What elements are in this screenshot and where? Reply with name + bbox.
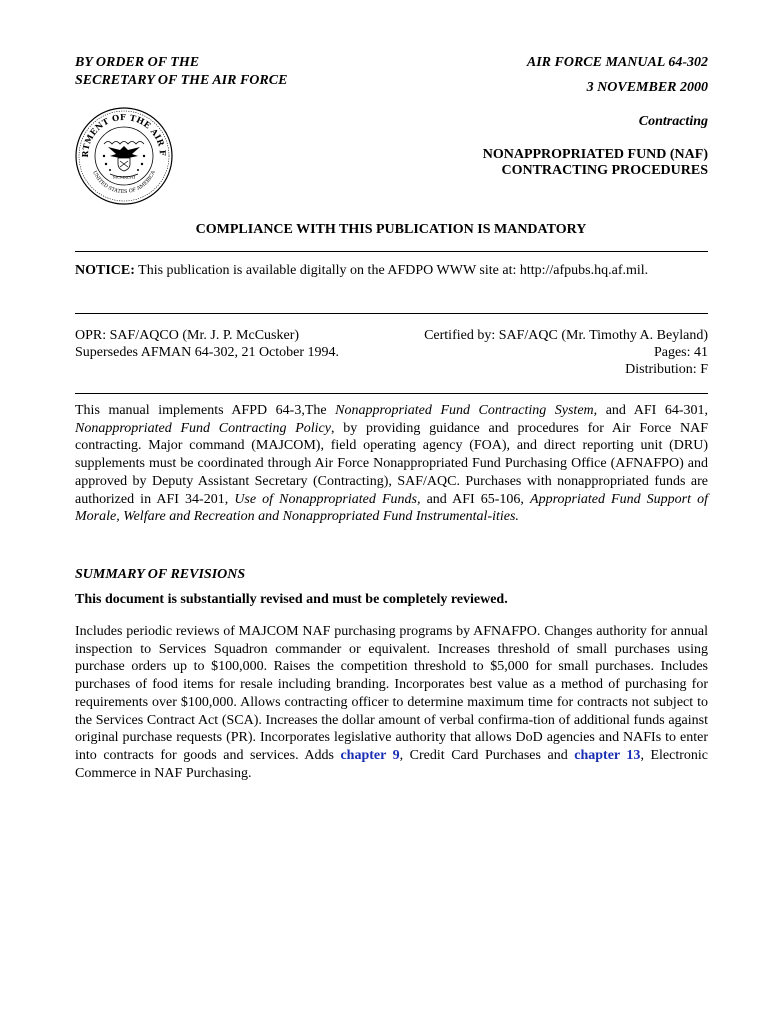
intro-paragraph bbox=[75, 402, 708, 526]
pages: Pages: 41 bbox=[653, 345, 708, 360]
title-line-2: CONTRACTING PROCEDURES bbox=[501, 163, 708, 178]
publication-date: 3 NOVEMBER 2000 bbox=[586, 80, 708, 95]
certified-by: Certified by: SAF/AQC (Mr. Timothy A. Beyland) bbox=[424, 328, 708, 343]
seal-ring-text: RTMENT OF THE AIR F bbox=[79, 111, 169, 158]
notice bbox=[75, 263, 648, 279]
chapter-9-link[interactable]: chapter 9 bbox=[340, 747, 400, 763]
divider-3 bbox=[75, 393, 708, 394]
seal-year: MCMXLVII bbox=[112, 174, 136, 180]
compliance-statement: COMPLIANCE WITH THIS PUBLICATION IS MANDATORY bbox=[195, 222, 587, 237]
intro-italic-1: Nonappropriated Fund Contracting System bbox=[335, 403, 594, 418]
chapter-13-link[interactable]: chapter 13 bbox=[574, 747, 641, 763]
category: Contracting bbox=[638, 114, 708, 129]
divider-1 bbox=[75, 251, 708, 252]
intro-text-1: This manual implements AFPD 64-3,The bbox=[75, 403, 336, 418]
seal-icon bbox=[74, 106, 174, 206]
summary-paragraph bbox=[75, 623, 708, 782]
summary-text-1: Includes periodic reviews of MAJCOM NAF purchasing programs by AFNAFPO. Changes authority for annual inspection to Services Squadron commander or equivalent. Increases threshold of small purchases using purchase orders up to $100,000. Raises the competition threshold to $5,000 for small purchases. Includes purchases of food items for resale including branding. Incorporates best value as a method of purchasing for requirements over $100,000. Allows contracting officer to determine maximum time for contracts not subject to the Services Contract Act (SCA). Increases the dollar amount of verbal confirma-tion of additional funds against original purchase requests (PR). Incorporates legislative authority that allows DoD agencies and NAFIs to enter into contracts for goods and services. Adds bbox=[75, 624, 708, 763]
intro-italic-2: Nonappropriated Fund Contracting Policy bbox=[75, 420, 331, 436]
intro-text-3: , by providing guidance and procedures for Air Force NAF contracting. Major command (MAJCOM), field operating agency (FOA), and direct reporting unit (DRU) supplements must be coordinated through Air Force Nonappropriated Fund Purchasing Office (AFNAFPO) and approved by Deputy Assistant Secretary (Contracting), SAF/AQC. Purchases with nonappropriated funds are authorized in AFI 34-201, bbox=[75, 420, 708, 507]
title-line-1: NONAPPROPRIATED FUND (NAF) bbox=[482, 147, 708, 162]
order-line-1: BY ORDER OF THE bbox=[75, 55, 200, 70]
air-force-seal bbox=[74, 106, 174, 206]
supersedes: Supersedes AFMAN 64-302, 21 October 1994. bbox=[75, 345, 340, 360]
summary-text-2: , Credit Card Purchases and bbox=[399, 747, 575, 763]
divider-2 bbox=[75, 313, 708, 314]
summary-heading: SUMMARY OF REVISIONS bbox=[75, 567, 246, 582]
seal-bottom-text: UNITED STATES OF AMERICA bbox=[91, 169, 157, 196]
manual-number: AIR FORCE MANUAL 64-302 bbox=[526, 55, 708, 70]
intro-italic-3: Use of Nonappropriated Funds, bbox=[234, 491, 421, 507]
summary-bold-line: This document is substantially revised and must be completely reviewed. bbox=[75, 592, 508, 607]
distribution: Distribution: F bbox=[625, 362, 708, 377]
notice-label: NOTICE: bbox=[75, 263, 135, 278]
notice-text: This publication is available digitally on the AFDPO WWW site at: http://afpubs.hq.af.mil. bbox=[138, 263, 649, 278]
opr: OPR: SAF/AQCO (Mr. J. P. McCusker) bbox=[75, 328, 300, 343]
order-line-2: SECRETARY OF THE AIR FORCE bbox=[75, 73, 288, 88]
intro-text-2: , and AFI 64-301, bbox=[593, 403, 708, 418]
intro-text-4: and AFI 65-106, bbox=[420, 491, 531, 507]
intro-italic-4: Appropriated Fund Support of Morale, Welfare and Recreation and Nonappropriated Fund Instrumental-ities. bbox=[75, 491, 709, 525]
summary-text-3: , Electronic Commerce in NAF Purchasing. bbox=[75, 747, 709, 781]
